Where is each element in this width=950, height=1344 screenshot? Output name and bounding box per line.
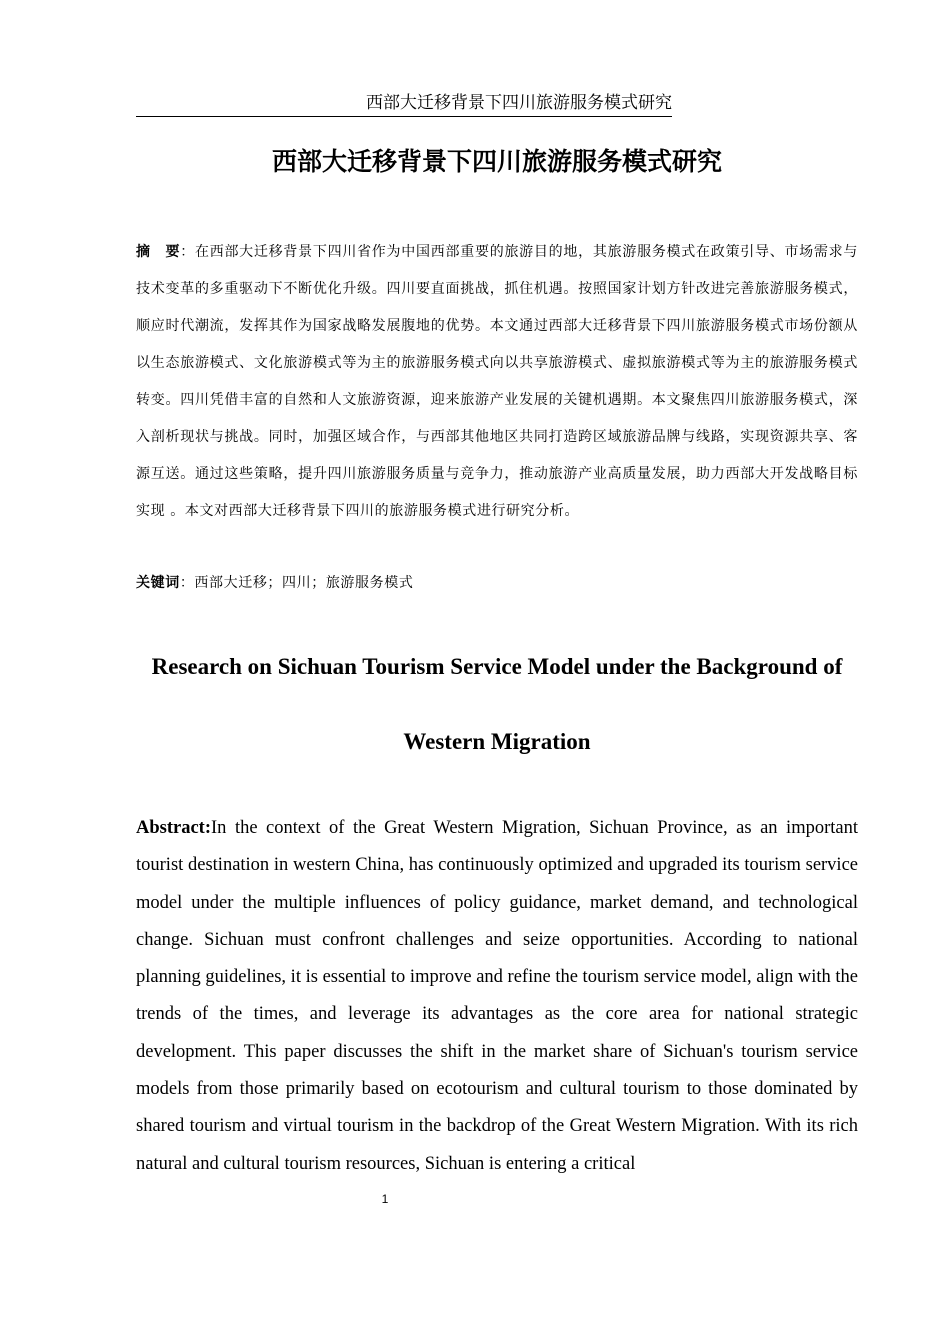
chinese-abstract-text: 在西部大迁移背景下四川省作为中国西部重要的旅游目的地，其旅游服务模式在政策引导、市场需求与技术变革的多重驱动下不断优化升级。四川要直面挑战，抓住机遇。按照国家计划方针改进完善旅游服务模式，顺应时代潮流，发挥其作为国家战略发展腹地的优势。本文通过西部大迁移背景下四川旅游服务模式市场份额从以生态旅游模式、文化旅游模式等为主的旅游服务模式向以共享旅游模式、虚拟旅游模式等为主的旅游服务模式转变。四川凭借丰富的自然和人文旅游资源，迎来旅游产业发展的关键机遇期。本文聚焦四川旅游服务模式，深入剖析现状与挑战。同时，加强区域合作，与西部其他地区共同打造跨区域旅游品牌与线路，实现资源共享、客源互送。通过这些策略，提升四川旅游服务质量与竞争力，推动旅游产业高质量发展，助力西部大开发战略目标实现 。本文对西部大迁移背景下四川的旅游服务模式进行研究分析。 [136,244,858,519]
chinese-keywords [136,567,858,599]
english-abstract-label: Abstract: [136,818,212,838]
page-number: 1 [381,1192,389,1206]
english-abstract [136,810,858,1183]
chinese-keywords-separator: ： [179,575,195,591]
chinese-keywords-label: 关键词 [136,575,180,591]
running-header [136,90,672,117]
chinese-title: 西部大迁移背景下四川旅游服务模式研究 [271,147,722,176]
running-header-title: 西部大迁移背景下四川旅游服务模式研究 [366,93,672,113]
chinese-abstract-separator: ： [180,244,195,260]
chinese-abstract-label: 摘 要 [136,244,181,260]
english-abstract-text: In the context of the Great Western Migration, Sichuan Province, as an important tourist destination in western China, has continuously optimized and upgraded its tourism service model under the multiple influences of policy guidance, market demand, and technological change. Sichuan must confront challenges and seize opportunities. According to national planning guidelines, it is essential to improve and refine the tourism service model, align with the trends of the times, and leverage its advantages as the core area for national strategic development. This paper discusses the shift in the market share of Sichuan's tourism service models from those primarily based on ecotourism and cultural tourism to those dominated by shared tourism and virtual tourism in the backdrop of the Great Western Migration. With its rich natural and cultural tourism resources, Sichuan is entering a critical [136,818,858,1174]
chinese-abstract [136,234,858,530]
english-title: Research on Sichuan Tourism Service Model under the Background of Western Migration [151,654,843,754]
chinese-keywords-text: 西部大迁移；四川；旅游服务模式 [194,575,414,591]
